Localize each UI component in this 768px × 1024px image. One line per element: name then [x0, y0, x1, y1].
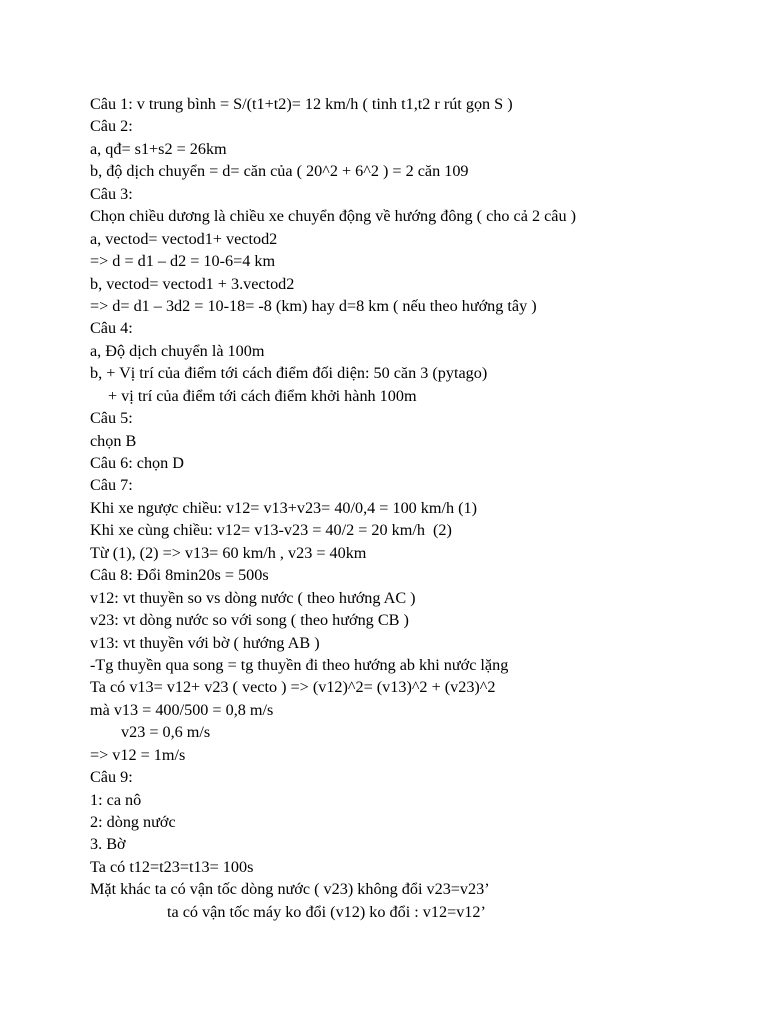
text-line: Ta có v13= v12+ v23 ( vecto ) => (v12)^2= (v13)^2 + (v23)^2: [90, 678, 496, 697]
text-line: a, qđ= s1+s2 = 26km: [90, 139, 227, 158]
text-line: Câu 8: Đổi 8min20s = 500s: [90, 566, 269, 585]
text-line: 3. Bờ: [90, 835, 126, 854]
document-body: [90, 93, 730, 923]
text-line: chọn B: [90, 431, 137, 450]
text-line: a, Độ dịch chuyển là 100m: [90, 341, 265, 360]
text-line: -Tg thuyền qua song = tg thuyền đi theo hướng ab khi nước lặng: [90, 655, 509, 674]
text-line: Câu 3:: [90, 184, 133, 203]
text-line: mà v13 = 400/500 = 0,8 m/s: [90, 700, 274, 719]
text-line: Câu 9:: [90, 768, 133, 787]
text-line: Từ (1), (2) => v13= 60 km/h , v23 = 40km: [90, 543, 367, 562]
text-line: b, vectod= vectod1 + 3.vectod2: [90, 274, 295, 293]
text-line: => d= d1 – 3d2 = 10-18= -8 (km) hay d=8 km ( nếu theo hướng tây ): [90, 296, 537, 315]
text-line: a, vectod= vectod1+ vectod2: [90, 229, 278, 248]
text-line: Câu 7:: [90, 476, 133, 495]
text-line: Ta có t12=t23=t13= 100s: [90, 857, 254, 876]
text-line: => d = d1 – d2 = 10-6=4 km: [90, 252, 276, 271]
text-line: b, độ dịch chuyển = d= căn của ( 20^2 + 6^2 ) = 2 căn 109: [90, 162, 469, 181]
text-line: Chọn chiều dương là chiều xe chuyển động về hướng đông ( cho cả 2 câu ): [90, 207, 576, 226]
text-line: Câu 6: chọn D: [90, 454, 184, 472]
text-line: Câu 1: v trung bình = S/(t1+t2)= 12 km/h ( tinh t1,t2 r rút gọn S ): [90, 95, 513, 113]
text-line: v13: vt thuyền với bờ ( hướng AB ): [90, 633, 320, 652]
text-line: v23 = 0,6 m/s: [121, 723, 211, 742]
text-line: + vị trí của điểm tới cách điểm khởi hành 100m: [108, 386, 417, 405]
text-line: v12: vt thuyền so vs dòng nước ( theo hướng AC ): [90, 588, 416, 607]
text-line: Khi xe cùng chiều: v12= v13-v23 = 40/2 = 20 km/h (2): [90, 521, 452, 540]
text-line: b, + Vị trí của điểm tới cách điểm đối diện: 50 căn 3 (pytago): [90, 364, 488, 383]
text-line: Khi xe ngược chiều: v12= v13+v23= 40/0,4 = 100 km/h (1): [90, 498, 477, 517]
text-line: Câu 5:: [90, 409, 133, 428]
text-line: Mặt khác ta có vận tốc dòng nước ( v23) không đổi v23=v23’: [90, 880, 490, 899]
text-line: ta có vận tốc máy ko đổi (v12) ko đổi : v12=v12’: [167, 902, 486, 921]
text-line: v23: vt dòng nước so với song ( theo hướng CB ): [90, 611, 409, 630]
text-line: 2: dòng nước: [90, 813, 176, 831]
text-line: Câu 2:: [90, 117, 133, 136]
text-line: 1: ca nô: [90, 790, 142, 809]
text-line: => v12 = 1m/s: [90, 745, 186, 764]
text-line: Câu 4:: [90, 319, 133, 338]
